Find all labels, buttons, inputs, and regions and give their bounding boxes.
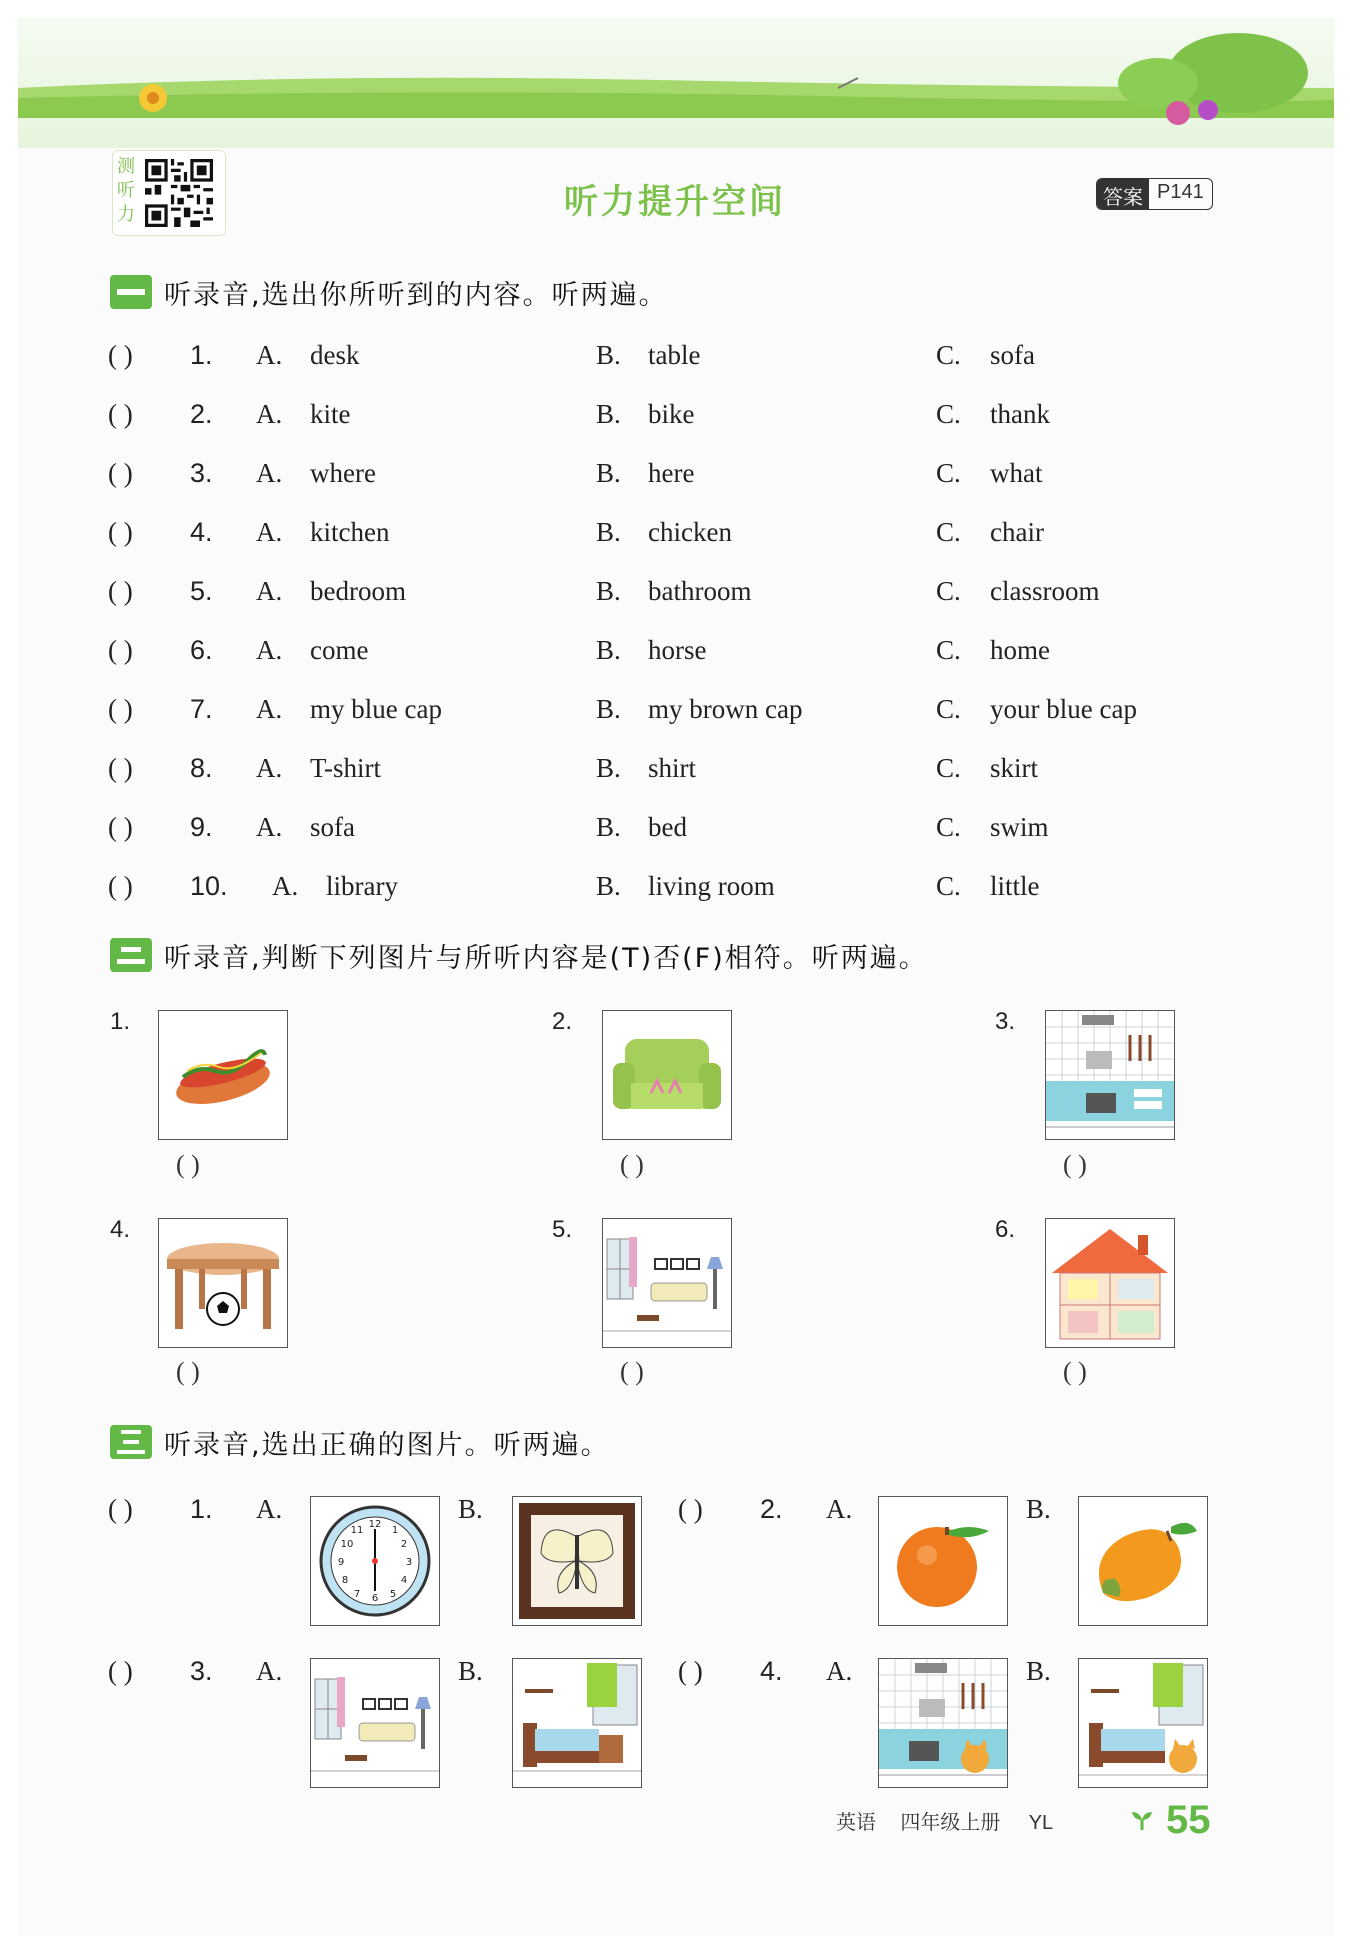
answer-paren[interactable]: ( )	[108, 458, 133, 488]
question-number: 8.	[190, 753, 213, 783]
option-c-label: C.	[936, 340, 961, 370]
svg-text:2: 2	[400, 1539, 408, 1550]
option-c-label: C.	[936, 458, 961, 488]
page-title: 听力提升空间	[564, 182, 786, 222]
question-number: 2.	[190, 399, 213, 429]
picture-number: 5.	[552, 1216, 573, 1243]
answer-paren[interactable]: ( )	[620, 1357, 644, 1386]
option-a-label: A.	[256, 635, 283, 665]
answer-paren[interactable]: ( )	[108, 1656, 133, 1686]
option-a-text: my blue cap	[310, 694, 442, 724]
answer-paren[interactable]: ( )	[108, 399, 133, 429]
svg-text:4: 4	[400, 1575, 408, 1586]
qr-label: 测听力	[117, 156, 135, 225]
option-a-label: A.	[256, 458, 283, 488]
option-c-text: home	[990, 635, 1050, 665]
option-b-label: B.	[596, 576, 621, 606]
option-c-text: classroom	[990, 576, 1100, 606]
option-b-text: chicken	[648, 517, 732, 547]
butterfly-picture-icon[interactable]	[512, 1496, 642, 1626]
option-a-label: A.	[256, 1494, 283, 1524]
kitchen-icon	[1045, 1010, 1175, 1140]
option-a-label: A.	[256, 753, 283, 783]
option-c-text: thank	[990, 399, 1050, 429]
option-a-text: kite	[310, 399, 351, 429]
kitchen-with-cat-icon[interactable]	[878, 1658, 1008, 1788]
option-b-label: B.	[596, 458, 621, 488]
option-c-label: C.	[936, 517, 961, 547]
footer-info	[836, 1806, 1053, 1835]
answer-paren[interactable]: ( )	[108, 753, 133, 783]
answer-paren[interactable]: ( )	[108, 812, 133, 842]
question-number: 9.	[190, 812, 213, 842]
picture-number: 3.	[995, 1008, 1016, 1035]
svg-text:10: 10	[340, 1539, 354, 1550]
option-a-text: library	[326, 871, 398, 901]
section-2-heading	[110, 935, 928, 975]
option-a-label: A.	[826, 1656, 853, 1686]
option-b-text: bed	[648, 812, 687, 842]
option-c-label: C.	[936, 871, 961, 901]
orange-icon[interactable]	[878, 1496, 1008, 1626]
answer-paren[interactable]: ( )	[108, 340, 133, 370]
question-number: 4.	[760, 1656, 783, 1686]
option-a-text: sofa	[310, 812, 355, 842]
option-b-label: B.	[596, 812, 621, 842]
option-b-text: table	[648, 340, 701, 370]
question-number: 2.	[760, 1494, 783, 1524]
table-with-ball-icon	[158, 1218, 288, 1348]
option-b-label: B.	[1026, 1656, 1051, 1686]
option-b-label: B.	[596, 635, 621, 665]
picture-number: 2.	[552, 1008, 573, 1035]
option-a-text: where	[310, 458, 376, 488]
option-b-label: B.	[596, 694, 621, 724]
answer-paren[interactable]: ( )	[1063, 1357, 1087, 1386]
option-a-label: A.	[256, 517, 283, 547]
option-b-label: B.	[596, 399, 621, 429]
option-c-label: C.	[936, 812, 961, 842]
svg-text:3: 3	[405, 1557, 413, 1568]
answer-paren[interactable]: ( )	[108, 635, 133, 665]
option-a-label: A.	[272, 871, 299, 901]
sprout-icon	[1130, 1808, 1154, 1836]
footer-subject: 英语	[836, 1810, 876, 1834]
section-3-badge	[110, 1425, 152, 1459]
svg-text:1: 1	[391, 1525, 399, 1536]
sofa-icon	[602, 1010, 732, 1140]
answer-paren[interactable]: ( )	[1063, 1150, 1087, 1179]
bedroom-icon[interactable]	[512, 1658, 642, 1788]
option-a-label: A.	[256, 340, 283, 370]
option-c-label: C.	[936, 753, 961, 783]
option-b-label: B.	[1026, 1494, 1051, 1524]
clock-icon[interactable]	[310, 1496, 440, 1626]
picture-number: 6.	[995, 1216, 1016, 1243]
footer-edition: YL	[1028, 1812, 1054, 1834]
option-b-text: here	[648, 458, 695, 488]
svg-text:5: 5	[389, 1589, 397, 1600]
question-number: 10.	[190, 871, 228, 901]
option-b-text: bathroom	[648, 576, 752, 606]
svg-text:9: 9	[337, 1557, 345, 1568]
option-c-text: swim	[990, 812, 1049, 842]
option-a-label: A.	[826, 1494, 853, 1524]
question-number: 1.	[190, 1494, 213, 1524]
section-1-badge	[110, 275, 152, 309]
answer-paren[interactable]: ( )	[108, 694, 133, 724]
option-b-text: bike	[648, 399, 695, 429]
option-b-label: B.	[596, 340, 621, 370]
svg-text:6: 6	[371, 1593, 379, 1604]
answer-paren[interactable]: ( )	[176, 1357, 200, 1386]
picture-number: 4.	[110, 1216, 131, 1243]
answer-paren[interactable]: ( )	[108, 576, 133, 606]
picture-number: 1.	[110, 1008, 131, 1035]
option-a-label: A.	[256, 576, 283, 606]
option-b-text: my brown cap	[648, 694, 803, 724]
option-c-text: what	[990, 458, 1043, 488]
option-c-label: C.	[936, 635, 961, 665]
option-c-text: skirt	[990, 753, 1039, 783]
svg-text:8: 8	[341, 1575, 349, 1586]
question-number: 5.	[190, 576, 213, 606]
option-c-text: your blue cap	[990, 694, 1137, 724]
answer-reference	[1096, 178, 1213, 210]
answer-paren[interactable]: ( )	[108, 517, 133, 547]
section-2-instruction: 听录音,判断下列图片与所听内容是(T)否(F)相符。听两遍。	[164, 942, 928, 974]
option-c-label: C.	[936, 576, 961, 606]
section-3-heading	[110, 1422, 610, 1462]
section-1-heading	[110, 272, 668, 312]
option-b-label: B.	[458, 1656, 483, 1686]
hotdog-icon	[158, 1010, 288, 1140]
option-a-label: A.	[256, 399, 283, 429]
answer-paren[interactable]: ( )	[678, 1494, 703, 1524]
answer-paren[interactable]: ( )	[620, 1150, 644, 1179]
svg-text:7: 7	[353, 1589, 361, 1600]
option-a-text: T-shirt	[310, 753, 382, 783]
option-a-text: desk	[310, 340, 360, 370]
page-number: 55	[1166, 1798, 1211, 1842]
option-a-text: come	[310, 635, 369, 665]
section-3-instruction: 听录音,选出正确的图片。听两遍。	[164, 1429, 610, 1461]
option-b-label: B.	[596, 753, 621, 783]
question-number: 4.	[190, 517, 213, 547]
mango-icon[interactable]	[1078, 1496, 1208, 1626]
living-room-icon	[602, 1218, 732, 1348]
svg-text:11: 11	[350, 1525, 364, 1536]
bedroom-with-cat-icon[interactable]	[1078, 1658, 1208, 1788]
answer-paren[interactable]: ( )	[678, 1656, 703, 1686]
option-a-text: bedroom	[310, 576, 406, 606]
answer-paren[interactable]: ( )	[108, 871, 133, 901]
question-number: 6.	[190, 635, 213, 665]
question-number: 3.	[190, 458, 213, 488]
option-a-text: kitchen	[310, 517, 390, 547]
option-b-label: B.	[596, 517, 621, 547]
option-a-label: A.	[256, 694, 283, 724]
living-room-icon[interactable]	[310, 1658, 440, 1788]
option-a-label: A.	[256, 1656, 283, 1686]
question-number: 3.	[190, 1656, 213, 1686]
option-c-text: little	[990, 871, 1040, 901]
option-c-text: chair	[990, 517, 1044, 547]
section-2-badge	[110, 938, 152, 972]
answer-page: P141	[1157, 181, 1204, 203]
option-b-text: horse	[648, 635, 707, 665]
answer-key-label: 答案	[1097, 179, 1149, 209]
answer-paren[interactable]: ( )	[176, 1150, 200, 1179]
option-c-text: sofa	[990, 340, 1035, 370]
question-number: 1.	[190, 340, 213, 370]
option-c-label: C.	[936, 694, 961, 724]
house-icon	[1045, 1218, 1175, 1348]
svg-text:12: 12	[368, 1519, 382, 1530]
option-b-text: shirt	[648, 753, 697, 783]
question-number: 7.	[190, 694, 213, 724]
answer-paren[interactable]: ( )	[108, 1494, 133, 1524]
option-b-text: living room	[648, 871, 775, 901]
option-b-label: B.	[458, 1494, 483, 1524]
section-1-instruction: 听录音,选出你所听到的内容。听两遍。	[164, 279, 668, 311]
grass-banner	[18, 18, 1334, 148]
option-b-label: B.	[596, 871, 621, 901]
option-c-label: C.	[936, 399, 961, 429]
footer-grade: 四年级上册	[900, 1810, 1001, 1834]
option-a-label: A.	[256, 812, 283, 842]
